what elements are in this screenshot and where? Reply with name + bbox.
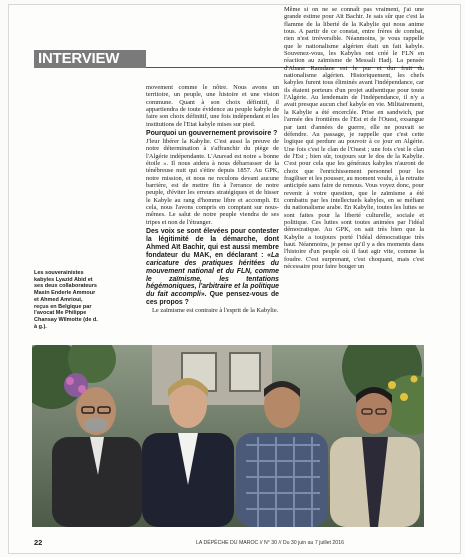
paragraph: J'leur libérer la Kabylie. C'est aussi la preuve de notre détermination à s'affranchir du piège de l'Algérie indépendante. L'Anavad est notre « bonne étoile ». Il nous aidera à nous débarrasser de la ténébreuse nuit qui s'étire depuis 1857. Au GPK, notre mission, et nous ne reculons devant aucune barrière, est de mettre fin à l'errance de notre peuple, d'éviter les erreurs stratégiques et de hisser le Kabyle au rang d'homme libre et accompli. Et cela, nous l'avons compris en comptant sur nous-mêmes. Le salut de notre peuple viendra de ses tripes et non de l'étranger. [146, 137, 279, 226]
question-end: ». Que pensez-vous de ces propos ? [146, 291, 279, 307]
group-photo [32, 345, 424, 527]
question-quote: La caricature des pratiques héritées du mouvement national et du FLN, comme le zaïmisme, les tentations hégémoniques, l'arbitraire et la politique du fait accompli [146, 251, 279, 299]
question [146, 228, 279, 307]
publication-line: LA DÉPÊCHE DU MAROC // N° 30 // Du 30 juin au 7 juillet 2016 [196, 540, 344, 546]
article-column-1 [146, 84, 279, 315]
article-column-2 [284, 6, 424, 270]
group-photo-illustration [32, 345, 424, 527]
paragraph: movement comme le nôtre. Nous avons un territoire, un peuple, une histoire et une vision commune. Quant à son choix définitif, il appartiendra de toute évidence au peuple kabyle de faire son choix définitif, une fois indépendant et les institutions de l'Etat kabyle mises sur pied. [146, 84, 279, 128]
page-number: 22 [34, 538, 43, 547]
section-title: INTERVIEW [38, 50, 120, 67]
question-text: Des voix se sont élevées pour contester la légitimité de la démarche, dont Ahmed Aït Bachir, qui est aussi membre fondateur du MAK, en déclarant : « [146, 228, 279, 259]
question: Pourquoi un gouvernement provisoire ? [146, 130, 278, 138]
paragraph: Le zaïmisme est contraire à l'esprit de la Kabylie. [152, 307, 279, 315]
photo-caption: Les souverainistes kabyles Lyazid Abid et ses deux collaborateurs Masin Enderle Ammour et Ahmed Amrioui, reçus en Belgique par l'avocat Me Philippe Chansay Wilmotte (de d. à g.). [34, 270, 98, 330]
paragraph: Même si on ne se connaît pas vraiment, j'ai une grande estime pour Aït Bachir. Je sais sûr que c'est la flamme de la liberté de la Kabylie qui nous anime tous. A partir de ce constat, entre frères de combat, rien n'est irréversible. Néanmoins, je vous rappelle que le nationalisme algérien était un fait kabyle. Souvenez-vous, les Kabyles ont créé le FLN en réaction au zaïmisme de Messali Hadj. La pensée d'Abane Ramdane est le pur et dur fruit du nationalisme algérien. Historiquement, les chefs kabyles furent tous éliminés avant l'indépendance, car ils étaient porteurs d'un projet authentique pour toute l'Algérie. Au lendemain de l'indépendance, il n'y a avait presque aucun chef kabyle en vie. Militairement, la Kabylie a été encerclée. Prise en sandwich, par l'armée des frontières de l'Est et de l'Ouest, exsangue par tant d'années de guerre, elle ne pouvait se défendre. Au passage, je rappelle que c'est cette logique qui perdure au pouvoir à ce jour en Algérie. Une fois c'est le clan de l'Ouest ; une fois c'est le clan de l'Est ; bien sûr, toujours sur le dos de la Kabylie. C'est pour cela que les généraux kabyles n'auront de choix que l'enrichissement personnel pour les fragiliser et les pousser, au moment voulu, à la retraite anticipée sans faire de remous. Vous voyez donc, pour revenir à votre question, que le zaïmisme a été combattu par les intellectuels kabyles, en se méfiant du nationalisme arabe. En Kabylie, toutes les luttes se sont faites pour la liberté culturelle, sociale et politique. Ces luttes sont toutes animées par l'idéal démocratique. Au GPK, on sait très bien que la Kabylie a toujours porté l'idéal démocratique très haut. Néanmoins, je pense qu'il y a des moments dans l'histoire d'un peuple où il faut agir vite, comme la foudre. C'est surprenant, c'est choquant, mais c'est nécessaire pour faire bouger un [284, 6, 424, 271]
